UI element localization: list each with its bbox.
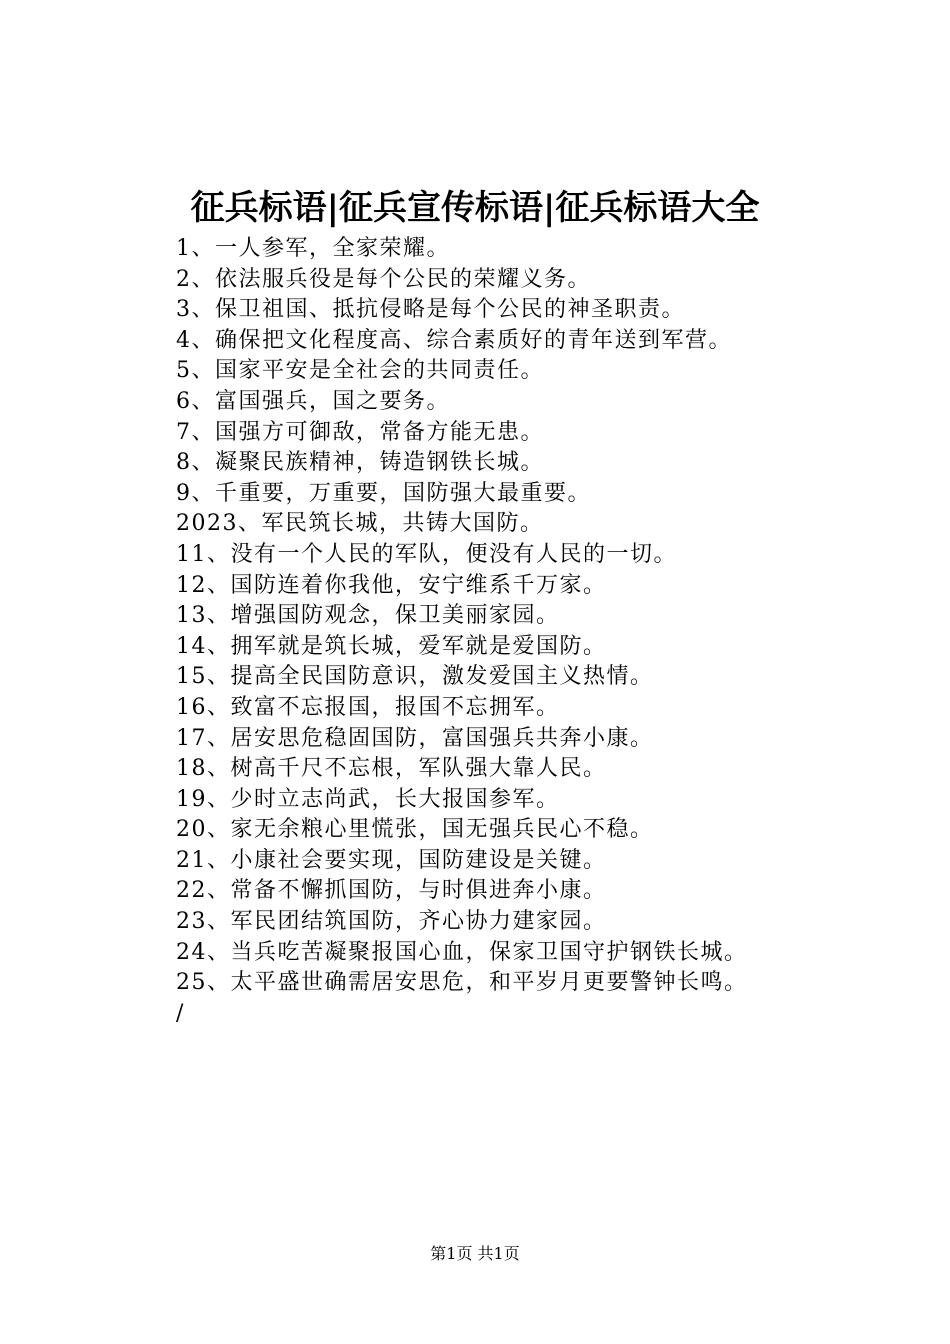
slogan-item: 3、保卫祖国、抵抗侵略是每个公民的神圣职责。 — [176, 297, 685, 323]
slogan-item: 21、小康社会要实现，国防建设是关键。 — [176, 847, 607, 873]
slogan-item: 22、常备不懈抓国防，与时俱进奔小康。 — [176, 878, 607, 904]
slogan-item: 20、家无余粮心里慌张，国无强兵民心不稳。 — [176, 817, 654, 843]
slogan-item: 18、树高千尺不忘根，军队强大靠人民。 — [176, 756, 607, 782]
document-title: 征兵标语|征兵宣传标语|征兵标语大全 — [190, 188, 760, 228]
slogan-item: 17、居安思危稳固国防，富国强兵共奔小康。 — [176, 725, 654, 751]
slogan-item: 23、军民团结筑国防，齐心协力建家园。 — [176, 909, 607, 935]
slogan-item: 13、增强国防观念，保卫美丽家园。 — [176, 603, 560, 629]
slogan-item: 14、拥军就是筑长城，爱军就是爱国防。 — [176, 633, 607, 659]
slogan-item: 6、富国强兵，国之要务。 — [176, 388, 450, 414]
slogan-item: 1、一人参军，全家荣耀。 — [176, 236, 450, 261]
slogan-item: 2023、军民筑长城，共铸大国防。 — [176, 511, 544, 537]
slogan-item: 24、当兵吃苦凝聚报国心血，保家卫国守护钢铁长城。 — [176, 939, 748, 965]
slogan-item: 4、确保把文化程度高、综合素质好的青年送到军营。 — [176, 327, 732, 353]
trailing-slash: / — [176, 1001, 184, 1026]
slogan-item: 9、千重要，万重要，国防强大最重要。 — [176, 480, 591, 506]
slogan-item: 25、太平盛世确需居安思危，和平岁月更要警钟长鸣。 — [176, 970, 748, 996]
slogan-item: 2、依法服兵役是每个公民的荣耀义务。 — [176, 266, 591, 292]
page-footer: 第1页 共1页 — [430, 1244, 520, 1263]
slogan-item: 16、致富不忘报国，报国不忘拥军。 — [176, 694, 560, 720]
slogan-item: 12、国防连着你我他，安宁维系千万家。 — [176, 572, 607, 598]
slogan-item: 11、没有一个人民的军队，便没有人民的一切。 — [176, 541, 677, 567]
slogan-item: 15、提高全民国防意识，激发爱国主义热情。 — [176, 664, 654, 690]
slogan-item: 19、少时立志尚武，长大报国参军。 — [176, 786, 560, 812]
slogan-item: 7、国强方可御敌，常备方能无患。 — [176, 419, 544, 445]
slogan-item: 5、国家平安是全社会的共同责任。 — [176, 358, 544, 384]
slogan-list — [176, 234, 748, 999]
slogan-item: 8、凝聚民族精神，铸造钢铁长城。 — [176, 450, 544, 476]
